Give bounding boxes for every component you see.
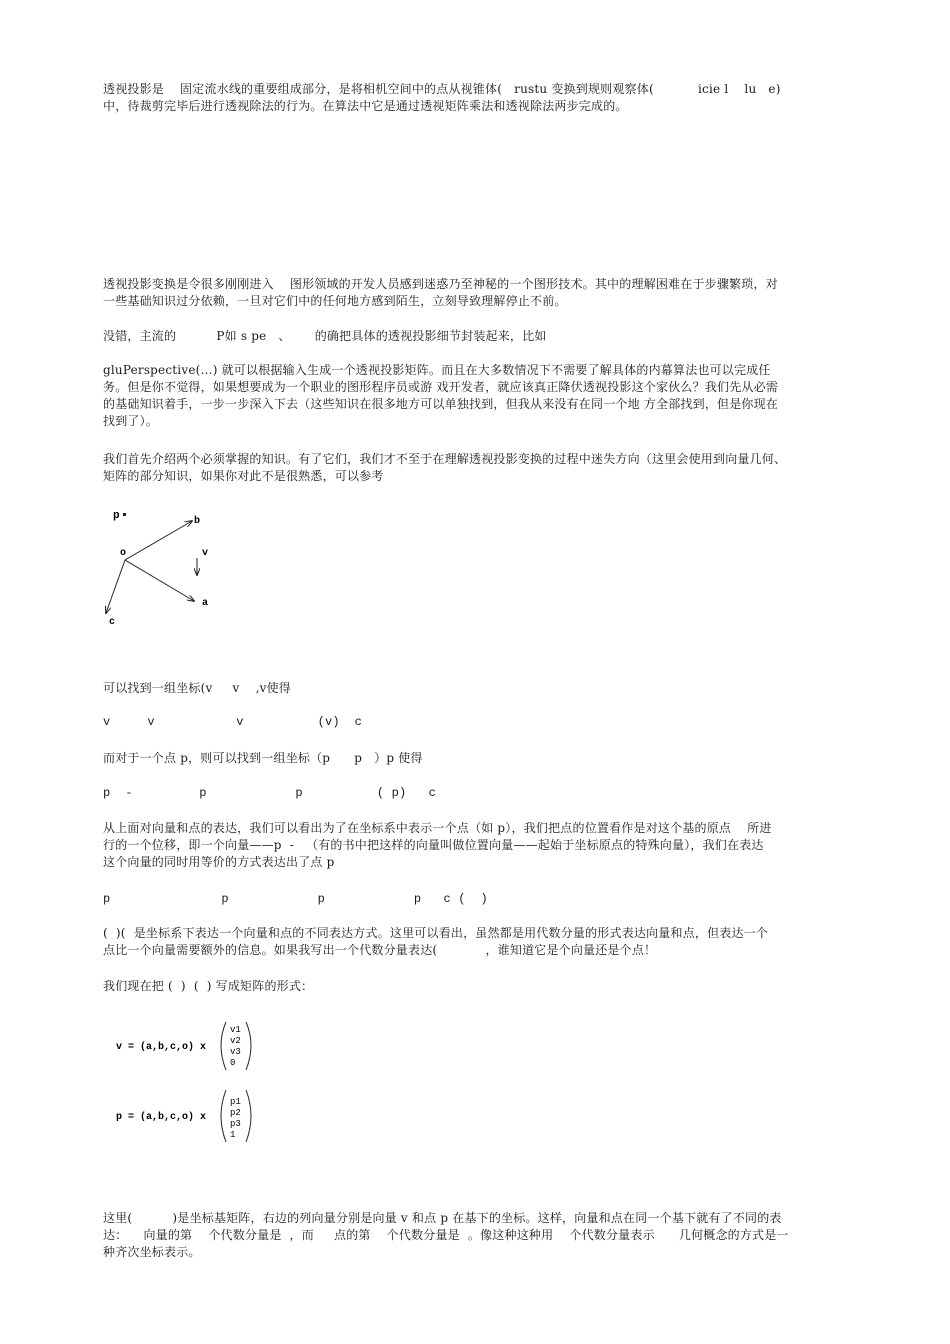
paragraph-vector-coords: 可以找到一组坐标(v v ,v使得 <box>103 681 291 695</box>
point-p-label: p <box>113 510 120 522</box>
vector-col-4: 0 <box>230 1058 236 1068</box>
vector-col-2: v2 <box>230 1036 241 1046</box>
vector-c-arrow <box>106 560 125 613</box>
point-left-paren <box>221 1090 226 1142</box>
paragraph-gluperspective: gluPerspective(…) 就可以根据输入生成一个透视投影矩阵。而且在大多数情况下不需要了解具体的内幕算法也可以完成任 务。但是你不觉得，如果想要成为一个职业的图形程序员或游 戏开发者，就应该真正降伏透视投影这个家伙么？我们先从必需 的基础知识着手，一步一步深入下去（这些知识在很多地方可以单独找到，但我从来没有在同一个地 方全部找到，但是你现在 找到了）。 <box>103 363 779 428</box>
paragraph-point-coords: 而对于一个点 p，则可以找到一组坐标（p p ）p 使得 <box>103 751 423 765</box>
vector-basis-figure <box>98 505 228 630</box>
formula-vector: v v v (v) c <box>103 715 363 729</box>
paragraph-position-vector: 从上面对向量和点的表达，我们可以看出为了在坐标系中表示一个点（如 p），我们把点的位置看作是对这个基的原点 所进 行的一个位移，即一个向量——p - （有的书中把这样的向量叫做位置向量——起始于坐标原点的特殊向量），我们在表达 这个向量的同时用等价的方式表达出了点 p <box>103 821 772 869</box>
vector-right-paren <box>246 1022 251 1070</box>
paragraph-representation: ( )( 是坐标系下表达一个向量和点的不同表达方式。这里可以看出，虽然都是用代数分量的形式表达向量和点，但表达一个 点比一个向量需要额外的信息。如果我写出一个代数分量表达( ，谁知道它是个向量还是个点！ <box>103 926 769 957</box>
vector-b-label: b <box>194 516 201 527</box>
vector-matrix-equation: v = (a,b,c,o) x <box>116 1042 207 1053</box>
paragraph-difficulty: 透视投影变换是令很多刚刚进入 图形领域的开发人员感到迷惑乃至神秘的一个图形技术。其中的理解困难在于步骤繁琐，对 一些基础知识过分依赖，一旦对它们中的任何地方感到陌生，立刻导致理解停止不前。 <box>103 277 778 308</box>
vector-a-label: a <box>202 598 209 609</box>
point-col-4: 1 <box>230 1130 236 1140</box>
vector-c-label: c <box>109 617 116 628</box>
vector-v-label: v <box>202 548 209 559</box>
vector-col-1: v1 <box>230 1025 241 1035</box>
matrix-form-figure <box>112 1018 282 1153</box>
paragraph-api: 没错，主流的 P如 s pe 、 的确把具体的透视投影细节封装起来，比如 <box>103 329 547 343</box>
point-col-2: p2 <box>230 1108 241 1118</box>
vector-col-3: v3 <box>230 1047 241 1057</box>
point-col-1: p1 <box>230 1097 241 1107</box>
paragraph-intro: 透视投影是 固定流水线的重要组成部分，是将相机空间中的点从视锥体( rustu 变换到规则观察体( icie l lu e) 中，待裁剪完毕后进行透视除法的行为。在算法中它是通过透视矩阵乘法和透视除法两步完成的。 <box>103 82 781 113</box>
origin-o-label: o <box>120 548 127 559</box>
paragraph-matrix-intro: 我们现在把 ( ) ( ) 写成矩阵的形式： <box>103 979 314 993</box>
vector-b-arrow <box>125 521 192 560</box>
point-matrix-equation: p = (a,b,c,o) x <box>116 1112 207 1123</box>
formula-point: p - p p ( p) c <box>103 786 437 800</box>
point-p-dot <box>123 513 126 516</box>
paragraph-prerequisites: 我们首先介绍两个必须掌握的知识。有了它们，我们才不至于在理解透视投影变换的过程中迷失方向（这里会使用到向量几何、 矩阵的部分知识，如果你对此不是很熟悉，可以参考 <box>103 452 787 483</box>
vector-left-paren <box>221 1022 226 1070</box>
point-col-3: p3 <box>230 1119 241 1129</box>
paragraph-homogeneous: 这里( )是坐标基矩阵，右边的列向量分别是向量 v 和点 p 在基下的坐标。这样，向量和点在同一个基下就有了不同的表 达： 向量的第 个代数分量是 ，而 点的第 个代数分量是 。像这种这种用 个代数分量表示 几何概念的方式是一 种齐次坐标表示。 <box>103 1211 789 1259</box>
point-right-paren <box>246 1090 251 1142</box>
formula-point-expanded: p p p p c ( ) <box>103 892 488 906</box>
vector-a-arrow <box>125 560 194 601</box>
